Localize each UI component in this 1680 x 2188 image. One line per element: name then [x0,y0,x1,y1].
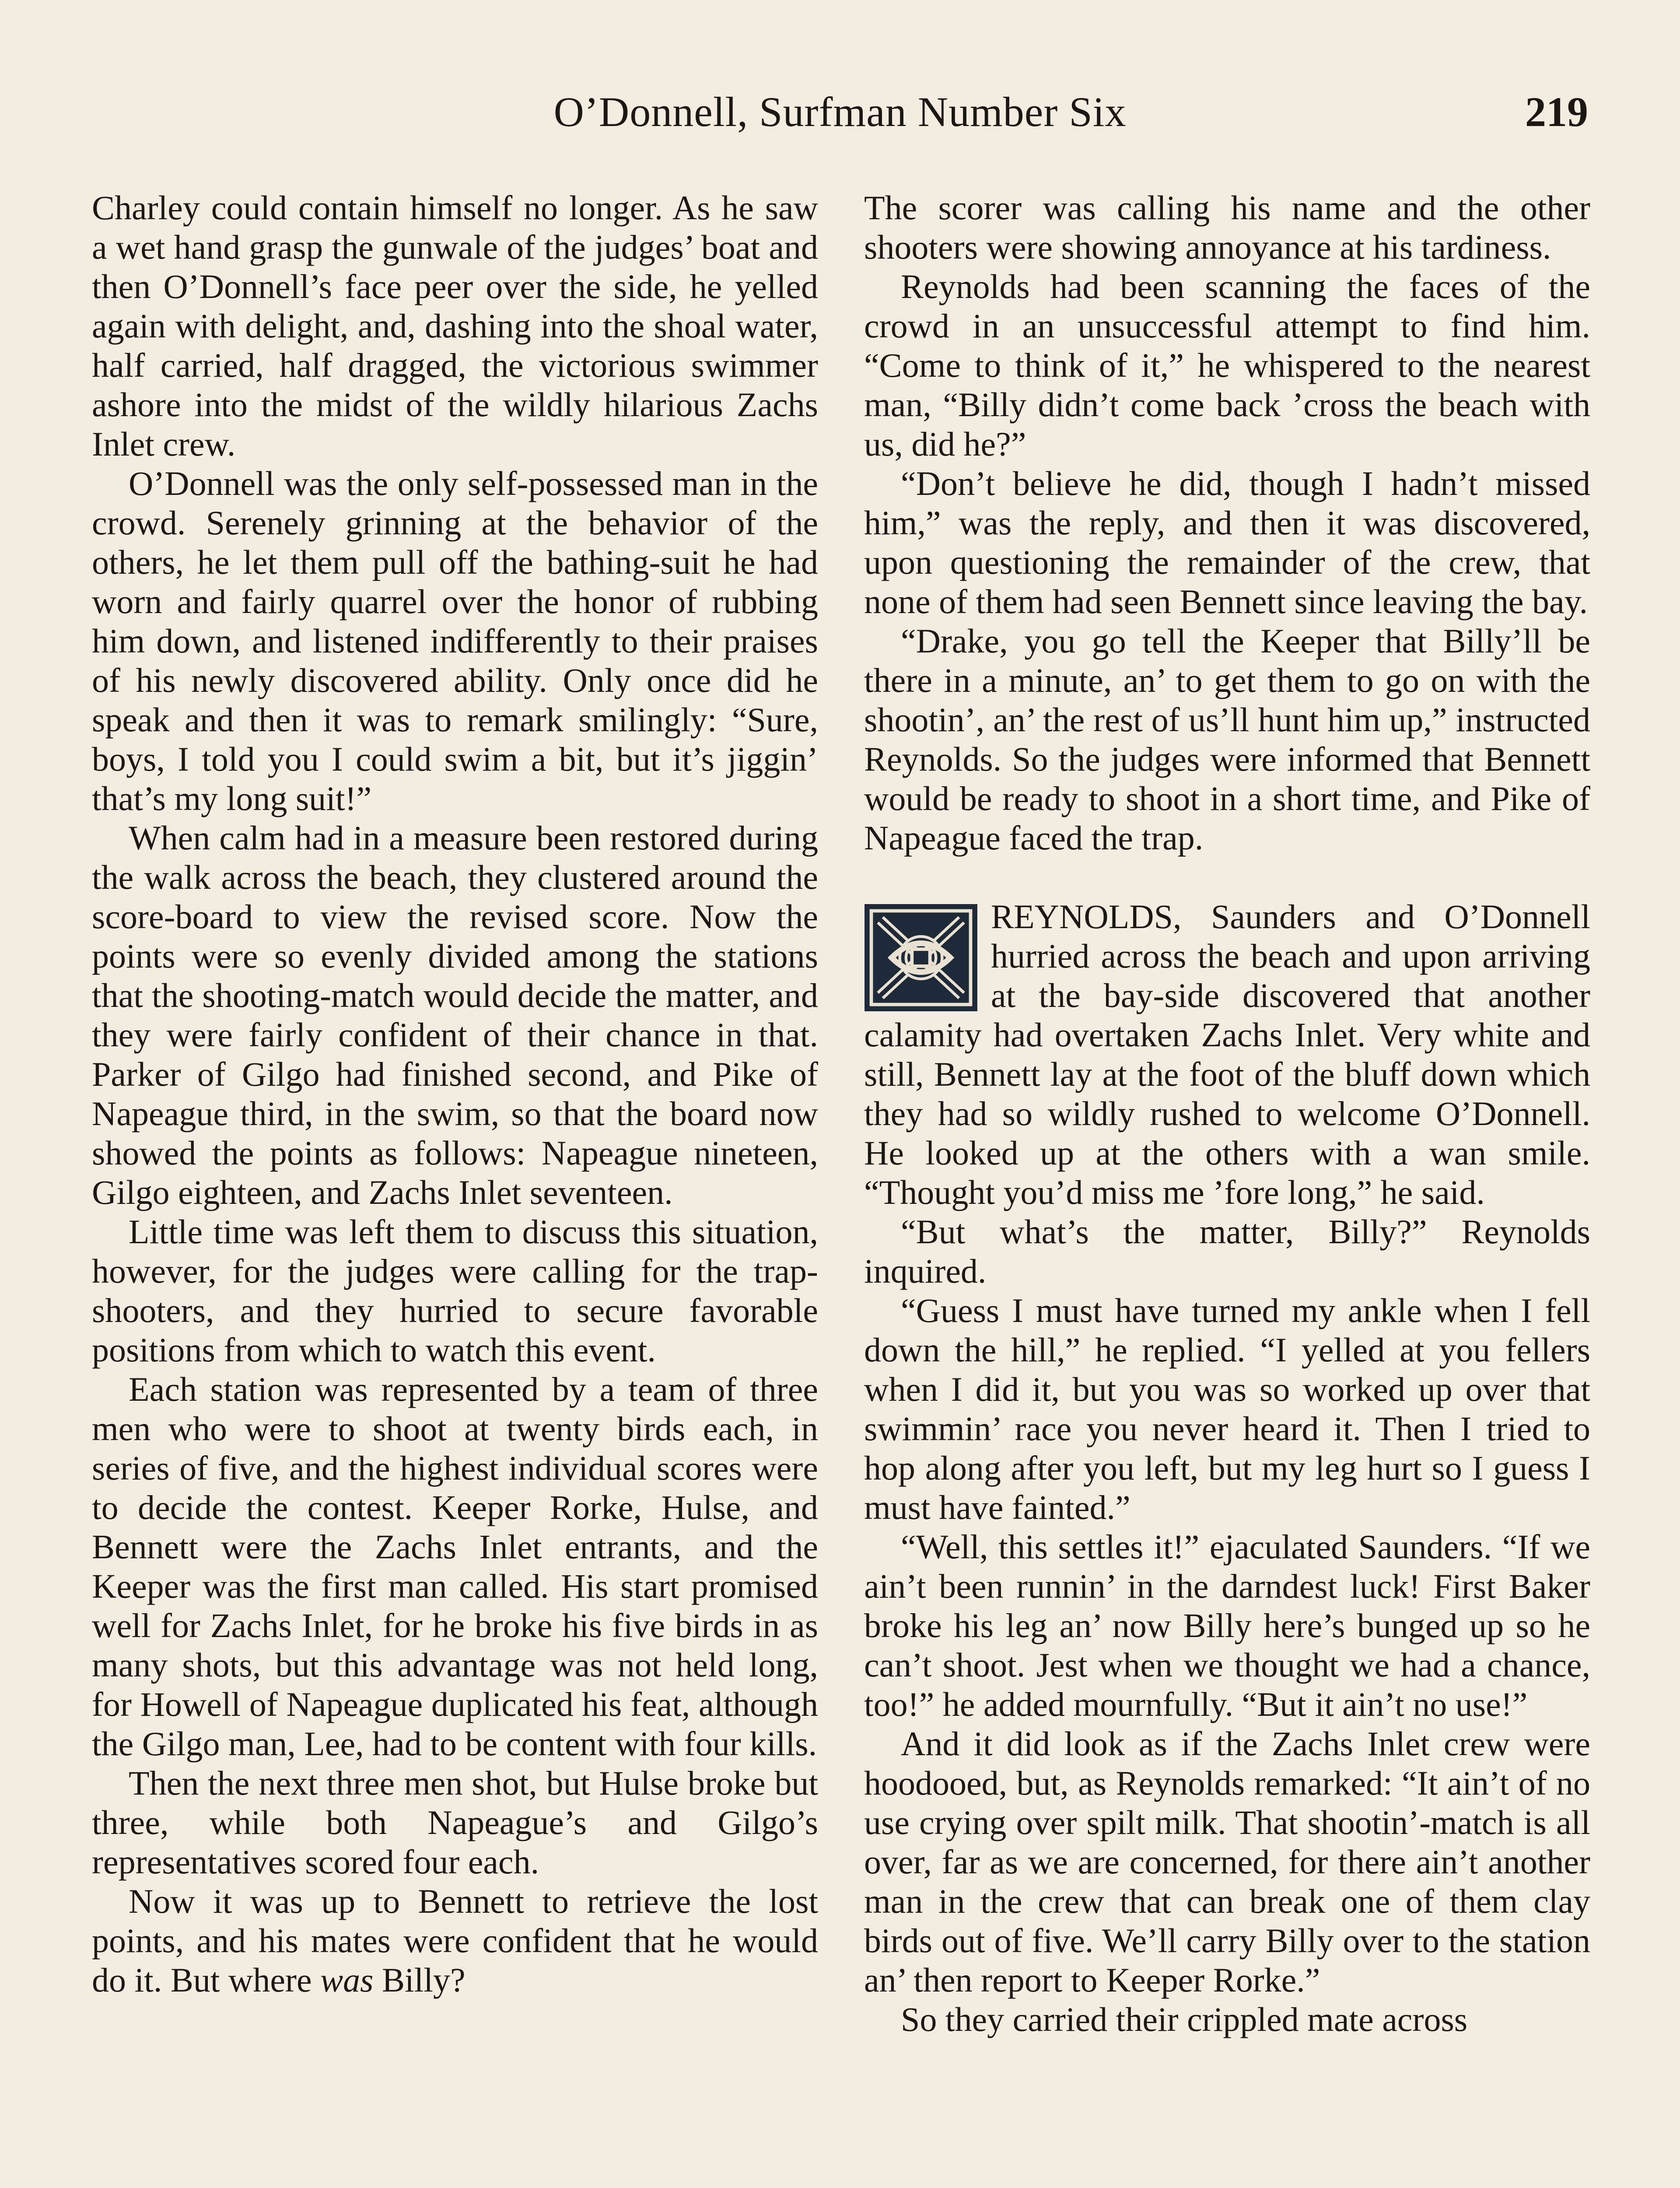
paragraph: When calm had in a measure been restored during the walk across the beach, they clustered around the score-board to view the revised score. Now the points were so evenly divided among the stations that the shooting-match would decide the matter, and they were fairly confident of their chance in that. Parker of Gilgo had finished second, and Pike of Napeague third, in the swim, so that the board now showed the points as follows: Napeague nineteen, Gilgo eighteen, and Zachs Inlet seventeen. [92,819,818,1211]
left-column [92,188,818,2188]
page-number: 219 [1525,88,1588,135]
celtic-knot-ornament-icon [864,904,978,1011]
paragraph: And it did look as if the Zachs Inlet crew were hoodooed, but, as Reynolds remarked: “It ain’t of no use crying over spilt milk. That shootin’-match is all over, far as we are concerned, for there ain’t another man in the crew that can break one of them clay birds out of five. We’ll carry Billy over to the station an’ then report to Keeper Rorke.” [864,1725,1590,1999]
page-header [92,88,1588,144]
italic-word: was [320,1961,374,1999]
paragraph-text: Now it was up to Bennett to retrieve the lost points, and his mates were confident that he would do it. But where [92,1882,818,1999]
paragraph: Little time was left them to discuss this situation, however, for the judges were calling for the trap-shooters, and they hurried to secure favorable positions from which to watch this event. [92,1213,818,1369]
paragraph: “Well, this settles it!” ejaculated Saunders. “If we ain’t been runnin’ in the darndest luck! First Baker broke his leg an’ now Billy here’s bunged up so he can’t shoot. Jest when we thought we had a chance, too!” he added mournfully. “But it ain’t no use!” [864,1528,1590,1723]
paragraph: Each station was represented by a team of three men who were to shoot at twenty birds each, in series of five, and the highest individual scores were to decide the contest. Keeper Rorke, Hulse, and Bennett were the Zachs Inlet entrants, and the Keeper was the first man called. His start promised well for Zachs Inlet, for he broke his five birds in as many shots, but this advantage was not held long, for Howell of Napeague duplicated his feat, although the Gilgo man, Lee, had to be content with four kills. [92,1370,818,1763]
paragraph: “Don’t believe he did, though I hadn’t missed him,” was the reply, and then it was discovered, upon questioning the remainder of the crew, that none of them had seen Bennett since leaving the bay. [864,464,1590,621]
paragraph: “Drake, you go tell the Keeper that Billy’ll be there in a minute, an’ to get them to go on with the shootin’, an’ the rest of us’ll hunt him up,” instructed Reynolds. So the judges were informed that Bennett would be ready to shoot in a short time, and Pike of Napeague faced the trap. [864,622,1590,857]
paragraph: Reynolds had been scanning the faces of the crowd in an unsuccessful attempt to find him. “Come to think of it,” he whispered to the nearest man, “Billy didn’t come back ’cross the beach with us, did he?” [864,267,1590,463]
paragraph-text: Billy? [373,1961,466,1999]
paragraph: So they carried their crippled mate across [901,2000,1468,2038]
section-opening-paragraph [864,897,1590,1212]
right-column [864,188,1590,2188]
running-title: O’Donnell, Surfman Number Six [553,88,1127,135]
paragraph: “But what’s the matter, Billy?” Reynolds inquired. [864,1213,1590,1290]
paragraph: The scorer was calling his name and the other shooters were showing annoyance at his tardiness. [864,189,1590,266]
paragraph: O’Donnell was the only self-possessed man in the crowd. Serenely grinning at the behavior of the others, he let them pull off the bathing-suit he had worn and fairly quarrel over the honor of rubbing him down, and listened indifferently to their praises of his newly discovered ability. Only once did he speak and then it was to remark smilingly: “Sure, boys, I told you I could swim a bit, but it’s jiggin’ that’s my long suit!” [92,464,818,817]
paragraph: “Guess I must have turned my ankle when I fell down the hill,” he replied. “I yelled at you fellers when I did it, but you was so worked up over that swimmin’ race you never heard it. Then I tried to hop along after you left, but my leg hurt so I guess I must have fainted.” [864,1291,1590,1526]
paragraph: Then the next three men shot, but Hulse broke but three, while both Napeague’s and Gilgo’s representatives scored four each. [92,1764,818,1881]
paragraph-text: Saunders and O’Donnell hurried across the beach and upon arriving at the bay-side discovered that another calamity had overtaken Zachs Inlet. Very white and still, Bennett lay at the foot of the bluff down which they had so wildly rushed to welcome O’Donnell. He looked up at the others with a wan smile. “Thought you’d miss me ’fore long,” he said. [864,898,1590,1211]
paragraph: Charley could contain himself no longer. As he saw a wet hand grasp the gunwale of the judges’ boat and then O’Donnell’s face peer over the side, he yelled again with delight, and, dashing into the shoal water, half carried, half dragged, the victorious swimmer ashore into the midst of the wildly hilarious Zachs Inlet crew. [92,189,818,463]
paragraph [92,1882,818,2000]
small-caps-lead: REYNOLDS, [991,898,1182,936]
